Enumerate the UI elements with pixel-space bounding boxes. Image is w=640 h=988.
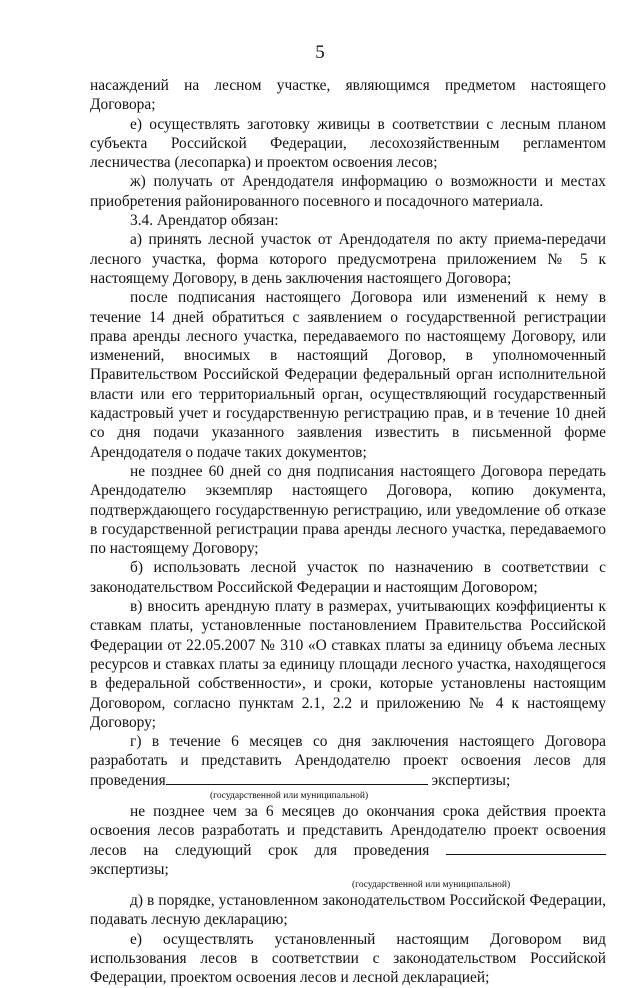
paragraph: е) осуществлять заготовку живицы в соответствии с лесным планом субъекта Российской Федерации, лесохозяйственным регламентом лесничества (лесопарка) и проектом освоения лесов; [90,115,606,172]
paragraph: е) осуществлять установленный настоящим Договором вид использования лесов в соответствии с законодательством Российской Федерации, проектом освоения лесов и лесной декларацией; [90,930,606,987]
blank-caption: (государственной или муниципальной) [210,790,369,801]
document-body [90,76,606,988]
paragraph-text: экспертизы; [431,771,511,789]
fill-in-blank [166,772,428,785]
paragraph: в) вносить арендную плату в размерах, учитывающих коэффициенты к ставкам платы, установленные постановлением Правительства Российской Федерации от 22.05.2007 № 310 «О ставках платы за единицу объема лесных ресурсов и ставках платы за единицу площади лесного участка, находящегося в федеральной собственности», и сроки, которые установлены настоящим Договором, согласно пунктам 2.1, 2.2 и приложению № 4 к настоящему Договору; [90,598,606,731]
paragraph: насаждений на лесном участке, являющимся предметом настоящего Договора; [90,77,606,114]
paragraph: ж) получать от Арендодателя информацию о возможности и местах приобретения районированного посевного и посадочного материала. [90,173,606,210]
blank-caption: (государственной или муниципальной) [352,880,511,891]
paragraph: не позднее 60 дней со дня подписания настоящего Договора передать Арендодателю экземпляр настоящего Договора, копию документа, подтверждающего государственную регистрацию, или уведомление об отказе в государственной регистрации права аренды лесного участка, передаваемого по настоящему Договору; [90,462,606,558]
paragraph: д) в порядке, установленном законодательством Российской Федерации, подавать лесную декларацию; [90,892,606,929]
paragraph [90,802,606,879]
paragraph: б) использовать лесной участок по назначению в соответствии с законодательством Российской Федерации и настоящим Договором; [90,559,606,596]
paragraph [90,732,606,790]
paragraph-text: г) в течение 6 месяцев со дня заключения настоящего Договора разработать и представить Арендодателю проект освоения лесов для проведения [90,733,606,789]
page-number: 5 [315,42,325,63]
section-heading: 3.4. Арендатор обязан: [130,212,279,230]
fill-in-blank [446,842,606,855]
paragraph: а) принять лесной участок от Арендодателя по акту приема-передачи лесного участка, форма которого предусмотрена приложением № 5 к настоящему Договору, в день заключения настоящего Договора; [90,231,606,287]
paragraph-text: экспертизы; [90,860,169,878]
paragraph: после подписания настоящего Договора или изменений к нему в течение 14 дней обратиться с заявлением о государственной регистрации права аренды лесного участка, передаваемого по настоящему Договору, или изменений, вносимых в настоящий Договор, в уполномоченный Правительством Российской Федерации федеральный орган исполнительной власти или его территориальный орган, осуществляющий государственный кадастровый учет и государственную регистрацию прав, и в течение 10 дней со дня подачи указанного заявления известить в письменной форме Арендодателя о подаче таких документов; [90,289,606,461]
paragraph-text: не позднее чем за 6 месяцев до окончания срока действия проекта освоения лесов разработать и представить Арендодателю проект освоения лесов на следующий срок для проведения [90,802,606,859]
